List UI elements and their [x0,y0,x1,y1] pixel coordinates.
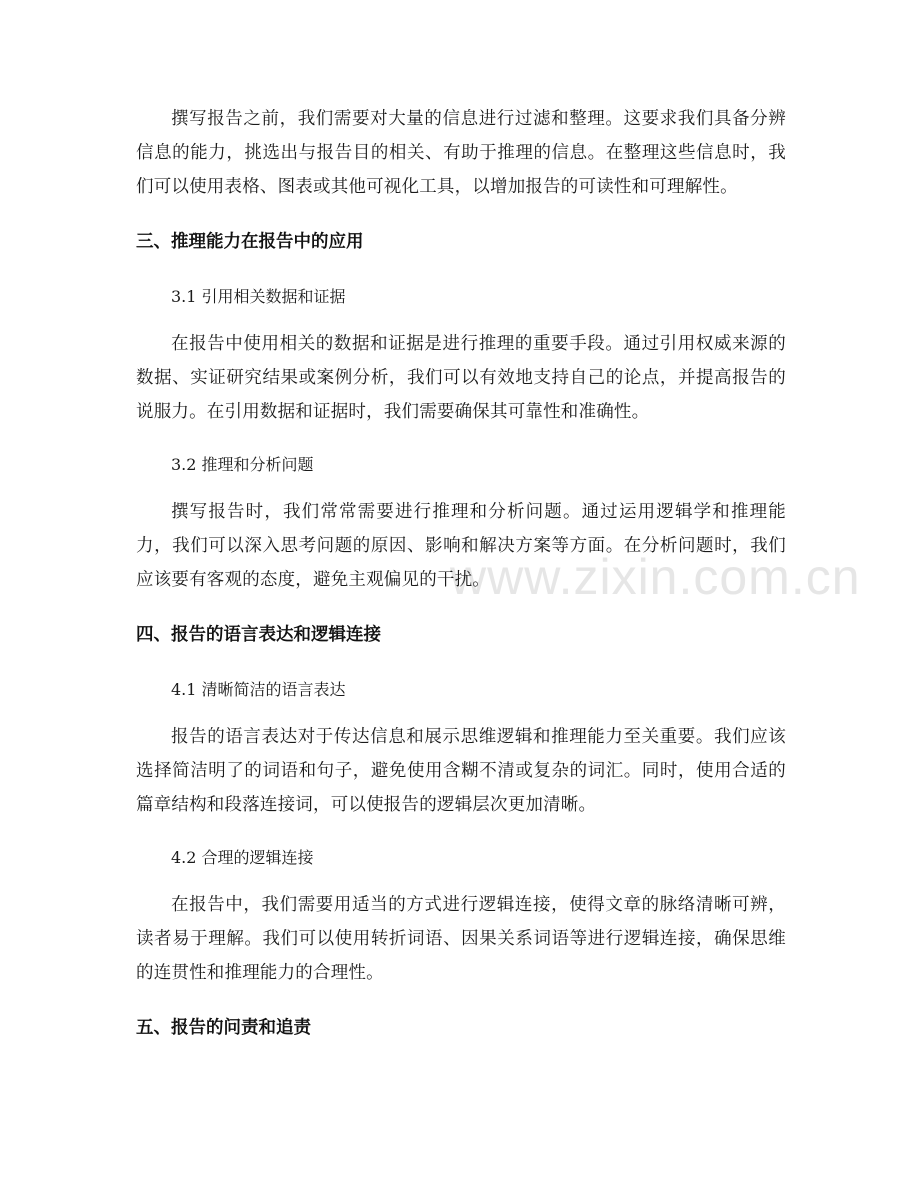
intro-paragraph: 撰写报告之前，我们需要对大量的信息进行过滤和整理。这要求我们具备分辨信息的能力，挑选出与报告目的相关、有助于推理的信息。在整理这些信息时，我们可以使用表格、图表或其他可视化工具，以增加报告的可读性和可理解性。 [136,109,786,197]
section-3-heading: 三、推理能力在报告中的应用 [136,232,364,252]
section-5-heading: 五、报告的问责和追责 [136,1018,311,1038]
section-3-1-paragraph: 在报告中使用相关的数据和证据是进行推理的重要手段。通过引用权威来源的数据、实证研究结果或案例分析，我们可以有效地支持自己的论点，并提高报告的说服力。在引用数据和证据时，我们需要确保其可靠性和准确性。 [136,334,786,422]
section-4-1-paragraph: 报告的语言表达对于传达信息和展示思维逻辑和推理能力至关重要。我们应该选择简洁明了的词语和句子，避免使用含糊不清或复杂的词汇。同时，使用合适的篇章结构和段落连接词，可以使报告的逻辑层次更加清晰。 [136,727,786,815]
section-3-2-paragraph: 撰写报告时，我们常常需要进行推理和分析问题。通过运用逻辑学和推理能力，我们可以深入思考问题的原因、影响和解决方案等方面。在分析问题时，我们应该要有客观的态度，避免主观偏见的干扰。 [136,502,786,590]
section-3-2-title: 3.2 推理和分析问题 [171,455,314,474]
watermark: www.zixin.com.cn [450,549,861,605]
section-4-2-title: 4.2 合理的逻辑连接 [171,848,314,867]
section-4-1-title: 4.1 清晰简洁的语言表达 [171,680,346,699]
section-4-heading: 四、报告的语言表达和逻辑连接 [136,625,381,645]
section-3-1-title: 3.1 引用相关数据和证据 [171,287,346,306]
section-4-2-paragraph: 在报告中，我们需要用适当的方式进行逻辑连接，使得文章的脉络清晰可辨，读者易于理解。我们可以使用转折词语、因果关系词语等进行逻辑连接，确保思维的连贯性和推理能力的合理性。 [136,895,786,983]
